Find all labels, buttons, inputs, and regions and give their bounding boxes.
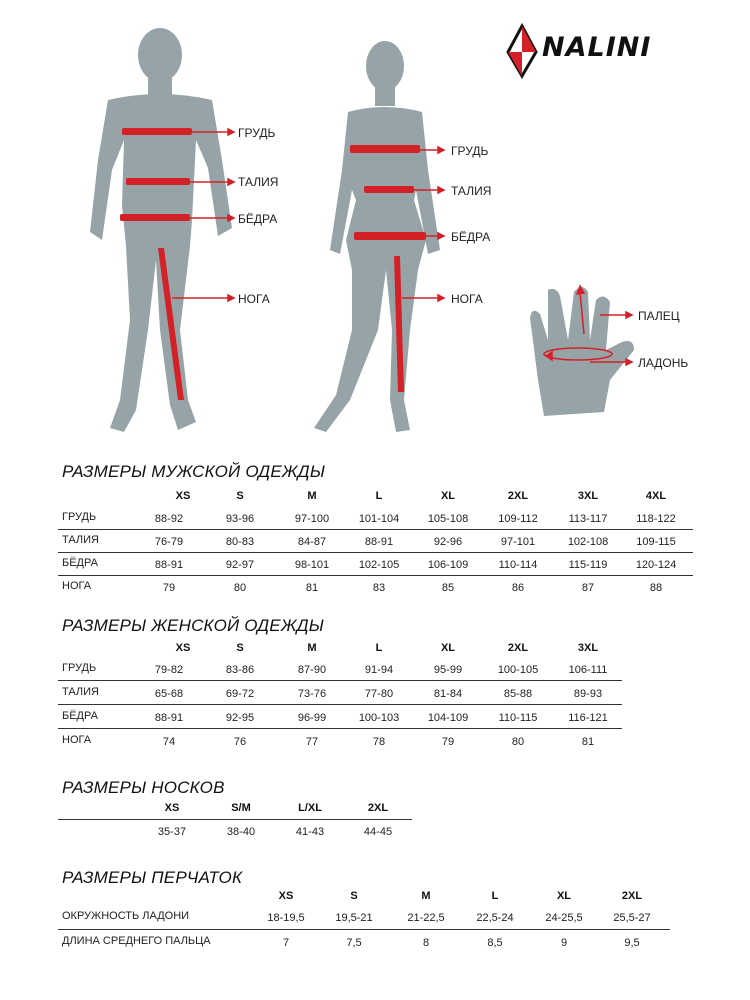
socks-table-title: РАЗМЕРЫ НОСКОВ	[62, 778, 225, 797]
gloves-cell: 9,5	[624, 937, 640, 949]
socks-cell: 38-40	[226, 826, 256, 838]
gloves-cell: 7,5	[346, 937, 362, 949]
men-size-header: XS	[175, 490, 191, 502]
male-label-leg: НОГА	[238, 292, 270, 306]
men-cell: 79	[162, 582, 176, 594]
female-label-leg: НОГА	[451, 292, 483, 306]
glove-label-palm: ЛАДОНЬ	[638, 356, 689, 370]
women-cell: 87-90	[297, 664, 327, 676]
men-cell: 84-87	[297, 536, 327, 548]
row-divider	[58, 529, 693, 530]
women-cell: 88-91	[154, 712, 184, 724]
gloves-size-header: M	[421, 890, 431, 902]
men-cell: 88-91	[364, 536, 394, 548]
men-cell: 110-114	[498, 559, 538, 571]
women-cell: 106-111	[568, 664, 608, 676]
men-size-header: L	[375, 490, 383, 502]
gloves-cell: 8	[422, 937, 430, 949]
men-row-label: НОГА	[62, 580, 92, 592]
women-row-label: НОГА	[62, 734, 92, 746]
men-cell: 81	[305, 582, 319, 594]
row-divider	[58, 552, 693, 553]
row-divider	[58, 680, 622, 681]
gloves-cell: 22,5-24	[476, 912, 514, 924]
women-cell: 95-99	[433, 664, 463, 676]
women-cell: 65-68	[154, 688, 184, 700]
body-measurement-diagram	[0, 0, 750, 460]
gloves-cell: 18-19,5	[267, 912, 305, 924]
gloves-cell: 7	[282, 937, 290, 949]
row-divider	[58, 929, 670, 930]
men-size-header: S	[236, 490, 244, 502]
gloves-cell: 24-25,5	[545, 912, 583, 924]
women-cell: 96-99	[297, 712, 327, 724]
men-cell: 88-92	[154, 513, 184, 525]
row-divider	[58, 728, 622, 729]
men-cell: 88	[649, 582, 663, 594]
gloves-row-label: ОКРУЖНОСТЬ ЛАДОНИ	[62, 910, 190, 922]
women-cell: 116-121	[568, 712, 608, 724]
female-label-waist: ТАЛИЯ	[451, 184, 492, 198]
men-cell: 101-104	[358, 513, 400, 525]
men-row-label: БЁДРА	[62, 557, 98, 569]
women-cell: 110-115	[498, 712, 538, 724]
gloves-size-header: XS	[278, 890, 294, 902]
gloves-cell: 8,5	[487, 937, 503, 949]
socks-cell: 35-37	[157, 826, 187, 838]
women-cell: 81-84	[433, 688, 463, 700]
gloves-cell: 9	[560, 937, 568, 949]
men-cell: 102-105	[358, 559, 400, 571]
men-cell: 109-112	[498, 513, 538, 525]
women-size-header: 3XL	[577, 642, 599, 654]
gloves-cell: 21-22,5	[407, 912, 445, 924]
men-cell: 109-115	[636, 536, 676, 548]
men-cell: 85	[441, 582, 455, 594]
men-cell: 80-83	[225, 536, 255, 548]
women-cell: 78	[372, 736, 386, 748]
row-divider	[58, 575, 693, 576]
socks-size-header: L/XL	[298, 802, 322, 814]
women-cell: 77	[305, 736, 319, 748]
men-row-label: ГРУДЬ	[62, 511, 97, 523]
women-size-header: S	[236, 642, 244, 654]
gloves-size-header: XL	[556, 890, 572, 902]
women-cell: 104-109	[427, 712, 469, 724]
male-label-waist: ТАЛИЯ	[238, 175, 279, 189]
men-table-title: РАЗМЕРЫ МУЖСКОЙ ОДЕЖДЫ	[62, 462, 326, 481]
men-cell: 105-108	[427, 513, 469, 525]
women-size-header: XS	[175, 642, 191, 654]
women-cell: 100-105	[497, 664, 539, 676]
men-size-header: 4XL	[645, 490, 667, 502]
women-size-header: XL	[440, 642, 456, 654]
male-label-chest: ГРУДЬ	[238, 126, 276, 140]
glove-label-finger: ПАЛЕЦ	[638, 309, 680, 323]
men-cell: 113-117	[568, 513, 608, 525]
women-cell: 80	[511, 736, 525, 748]
female-label-chest: ГРУДЬ	[451, 144, 489, 158]
row-divider	[58, 704, 622, 705]
gloves-size-header: L	[491, 890, 499, 902]
men-cell: 106-109	[427, 559, 469, 571]
women-cell: 91-94	[364, 664, 394, 676]
socks-cell: 41-43	[295, 826, 325, 838]
men-size-header: XL	[440, 490, 456, 502]
men-cell: 83	[372, 582, 386, 594]
women-cell: 76	[233, 736, 247, 748]
gloves-size-header: S	[350, 890, 358, 902]
men-cell: 93-96	[225, 513, 255, 525]
women-row-label: БЁДРА	[62, 710, 98, 722]
women-table-title: РАЗМЕРЫ ЖЕНСКОЙ ОДЕЖДЫ	[62, 616, 325, 635]
socks-size-header: XS	[164, 802, 180, 814]
men-size-header: M	[307, 490, 317, 502]
brand-name: NALINI	[542, 32, 652, 63]
women-cell: 83-86	[225, 664, 255, 676]
men-cell: 86	[511, 582, 525, 594]
men-size-header: 3XL	[577, 490, 599, 502]
gloves-row-label: ДЛИНА СРЕДНЕГО ПАЛЬЦА	[62, 935, 211, 947]
men-cell: 118-122	[636, 513, 676, 525]
women-cell: 77-80	[364, 688, 394, 700]
socks-size-header: 2XL	[367, 802, 389, 814]
gloves-cell: 19,5-21	[335, 912, 373, 924]
male-label-hips: БЁДРА	[238, 212, 278, 226]
women-cell: 100-103	[358, 712, 400, 724]
men-cell: 92-97	[225, 559, 255, 571]
men-size-header: 2XL	[507, 490, 529, 502]
women-size-header: L	[375, 642, 383, 654]
men-cell: 120-124	[635, 559, 677, 571]
men-cell: 115-119	[568, 559, 608, 571]
women-cell: 79-82	[154, 664, 184, 676]
women-cell: 69-72	[225, 688, 255, 700]
men-row-label: ТАЛИЯ	[62, 534, 100, 546]
men-cell: 80	[233, 582, 247, 594]
female-label-hips: БЁДРА	[451, 230, 491, 244]
men-cell: 97-100	[294, 513, 330, 525]
men-cell: 76-79	[154, 536, 184, 548]
women-cell: 81	[581, 736, 595, 748]
men-cell: 92-96	[433, 536, 463, 548]
men-cell: 102-108	[567, 536, 609, 548]
socks-size-header: S/M	[231, 802, 251, 814]
women-cell: 79	[441, 736, 455, 748]
women-row-label: ГРУДЬ	[62, 662, 97, 674]
men-cell: 87	[581, 582, 595, 594]
men-cell: 97-101	[500, 536, 536, 548]
women-size-header: M	[307, 642, 317, 654]
row-divider	[58, 819, 412, 820]
gloves-size-header: 2XL	[621, 890, 643, 902]
gloves-table-title: РАЗМЕРЫ ПЕРЧАТОК	[62, 868, 243, 887]
men-cell: 88-91	[154, 559, 184, 571]
women-size-header: 2XL	[507, 642, 529, 654]
women-cell: 89-93	[573, 688, 603, 700]
socks-cell: 44-45	[363, 826, 393, 838]
male-figure	[90, 28, 232, 432]
women-row-label: ТАЛИЯ	[62, 686, 100, 698]
gloves-cell: 25,5-27	[613, 912, 651, 924]
women-cell: 85-88	[503, 688, 533, 700]
women-cell: 92-95	[225, 712, 255, 724]
women-cell: 74	[162, 736, 176, 748]
women-cell: 73-76	[297, 688, 327, 700]
men-cell: 98-101	[294, 559, 330, 571]
